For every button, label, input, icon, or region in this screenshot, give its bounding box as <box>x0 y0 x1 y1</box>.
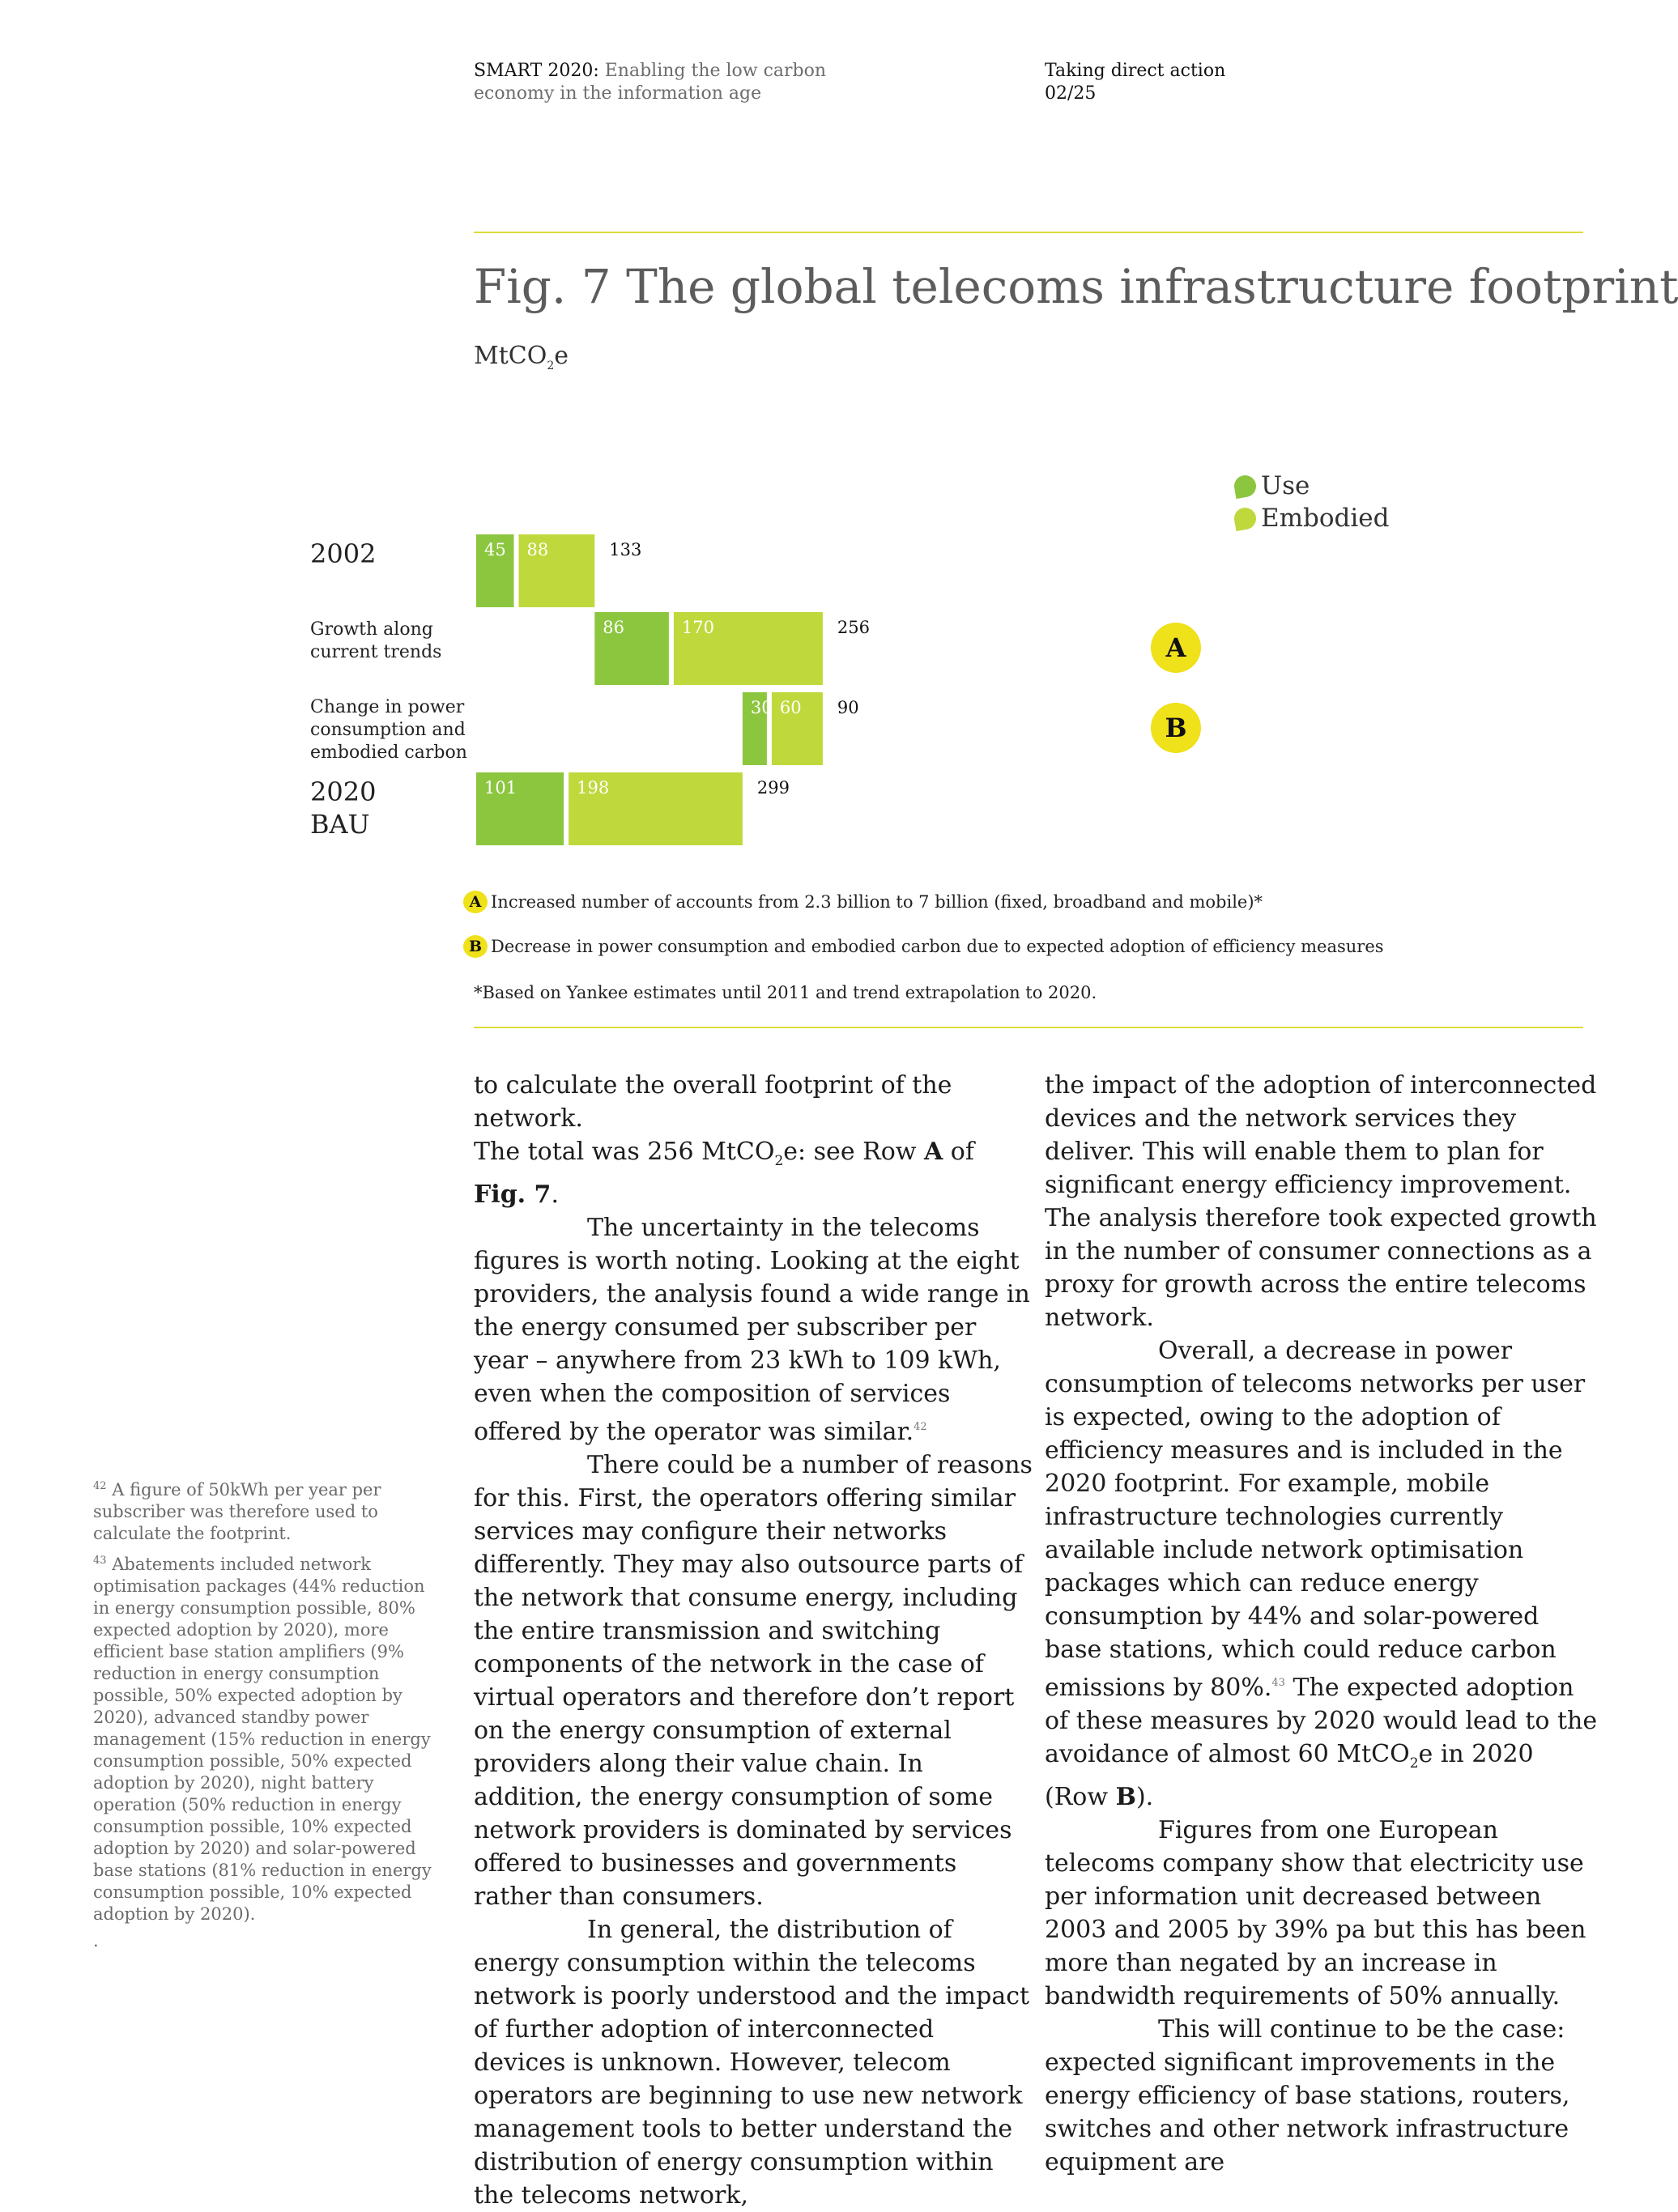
data-label-total-0: 133 <box>609 540 642 559</box>
data-label-use-3: 101 <box>484 778 517 798</box>
note-a-text: Increased number of accounts from 2.3 billion to 7 billion (fixed, broadband and mobile)* <box>491 892 1263 912</box>
doc-subtitle-2: economy in the information age <box>474 83 762 104</box>
row-label-2002: 2002 <box>310 538 377 569</box>
row-label-change: Change in power consumption and embodied carbon <box>310 697 467 763</box>
figure-unit: MtCO$_2$e <box>474 342 569 372</box>
paragraph: In general, the distribution of energy consumption within the telecoms network is poorly understood and the impact of further adoption of interconnected devices is unknown. However, telecom operators are beginning to use new network management tools to better understand the distribution of energy consumption within the telecoms network, <box>474 1916 1030 2210</box>
doc-title: SMART 2020: <box>474 61 599 81</box>
body-column-right <box>1045 1069 1603 2179</box>
footprint-waterfall-chart <box>0 0 1659 891</box>
paragraph: Figures from one European telecoms company show that electricity use per information unit decreased between 2003 and 2005 by 39% pa but this has been more than negated by an increase in bandwidth requirements of 50% annually. <box>1045 1816 1586 2010</box>
paragraph: There could be a number of reasons for this. First, the operators offering similar services may configure their networks differently. They may also outsource parts of the network that consume energy, including the entire transmission and switching components of the network in the case of virtual operators and therefore don’t report on the energy consumption of external providers along their value chain. In addition, the energy consumption of some network providers is dominated by services offered to businesses and governments rather than consumers. <box>474 1451 1033 1911</box>
data-label-use-0: 45 <box>484 540 506 559</box>
data-label-total-1: 256 <box>837 618 870 637</box>
data-label-embodied-3: 198 <box>577 778 610 798</box>
note-b-text: Decrease in power consumption and embodied carbon due to expected adoption of efficiency measures <box>491 937 1384 956</box>
footnotes <box>93 1475 433 1957</box>
row-label-2020-bau: 2020 BAU <box>310 776 377 840</box>
paragraph: This will continue to be the case: expected significant improvements in the energy efficiency of base stations, routers, switches and other network infrastructure equipment are <box>1045 2015 1570 2176</box>
marker-b-icon: B <box>463 935 488 958</box>
data-label-total-3: 299 <box>756 778 790 798</box>
figure-footnote: *Based on Yankee estimates until 2011 and trend extrapolation to 2020. <box>474 983 1097 1002</box>
data-label-embodied-2: 60 <box>779 698 802 717</box>
marker-label-B: B <box>1165 713 1187 743</box>
section-name: Taking direct action <box>1045 61 1226 81</box>
footnote-end: . <box>93 1931 99 1950</box>
footnote-43: $^{43}$ Abatements included network optimisation packages (44% reduction in energy consumption possible, 80% expected adoption by 2020), more efficient base station amplifiers (9% reduction in energy consumption possible, 50% expected adoption by 2020), advanced standby power management (15% reduction in energy consumption possible, 50% expected adoption by 2020), night battery operation (50% reduction in energy consumption possible, 10% expected adoption by 2020) and solar-powered base stations (81% reduction in energy consumption possible, 10% expected adoption by 2020). <box>93 1555 432 1924</box>
body-column-left <box>474 1069 1033 2212</box>
footnote-42: $^{42}$ A figure of 50kWh per year per subscriber was therefore used to calculate the footprint. <box>93 1480 381 1543</box>
data-label-use-2: 30 <box>750 698 773 717</box>
marker-label-A: A <box>1165 632 1186 663</box>
figure-bottom-rule <box>474 1027 1583 1028</box>
note-a <box>463 891 1263 913</box>
data-label-embodied-1: 170 <box>681 618 714 637</box>
paragraph: Overall, a decrease in power consumption of telecoms networks per user is expected, owing to the adoption of efficiency measures and is included in the 2020 footprint. For example, mobile infrastructure technologies currently available include network optimisation packages which can reduce energy consumption by 44% and solar-powered base stations, which could reduce carbon emissions by 80%.$^{43}$ The expected adoption of these measures by 2020 would lead to the avoidance of almost 60 MtCO$_2$e in 2020 (Row B). <box>1045 1337 1598 1811</box>
figure-title: Fig. 7 The global telecoms infrastructure footprint <box>474 259 1678 314</box>
legend-label-use: Use <box>1261 471 1310 500</box>
paragraph: The uncertainty in the telecoms figures is worth noting. Looking at the eight providers, the analysis found a wide range in the energy consumed per subscriber per year – anywhere from 23 kWh to 109 kWh, even when the composition of services offered by the operator was similar.$^{42}$ <box>474 1214 1030 1446</box>
note-b <box>463 935 1384 958</box>
page-number: 02/25 <box>1045 83 1097 104</box>
data-label-total-2: 90 <box>837 698 859 717</box>
doc-subtitle-1: Enabling the low carbon <box>604 61 827 81</box>
paragraph: to calculate the overall footprint of the network. The total was 256 MtCO$_2$e: see Row A of Fig. 7. <box>474 1071 974 1209</box>
row-label-growth: Growth along current trends <box>310 619 442 662</box>
paragraph: the impact of the adoption of interconnected devices and the network services they deliver. This will enable them to plan for significant energy efficiency improvement. The analysis therefore took expected growth in the number of consumer connections as a proxy for growth across the entire telecoms network. <box>1045 1071 1597 1332</box>
footnote-ref-42: 42 <box>914 1421 927 1433</box>
data-label-embodied-0: 88 <box>526 540 549 559</box>
footnote-ref-43: 43 <box>1271 1677 1285 1689</box>
marker-a-icon: A <box>463 891 488 913</box>
data-label-use-1: 86 <box>603 618 625 637</box>
legend-label-embodied: Embodied <box>1261 504 1390 533</box>
